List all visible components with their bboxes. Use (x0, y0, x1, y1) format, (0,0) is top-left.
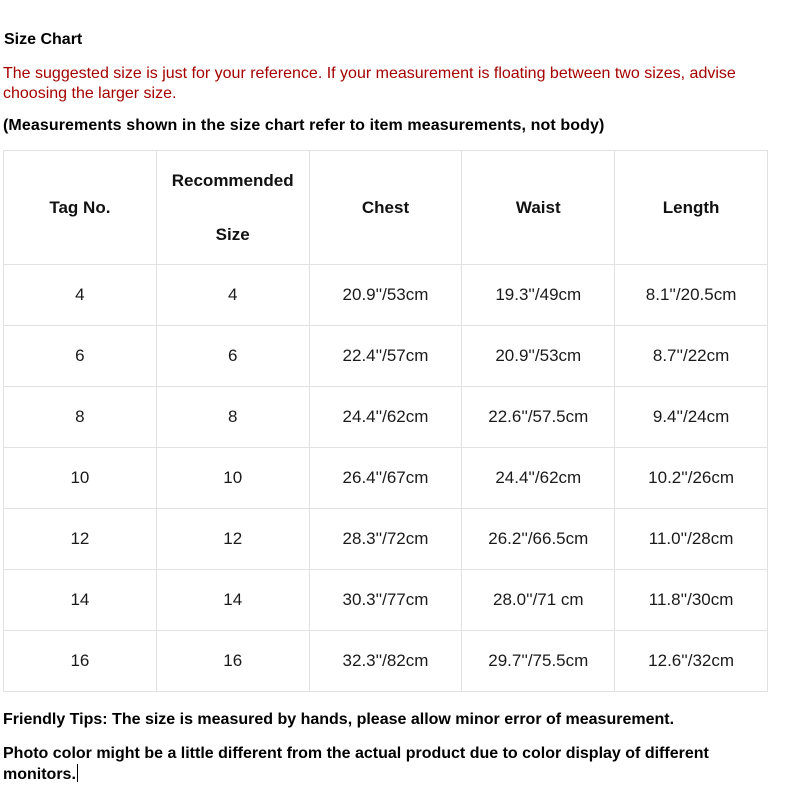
measurement-note: (Measurements shown in the size chart refer to item measurements, not body) (3, 117, 605, 134)
cell-recommended: 16 (156, 631, 309, 692)
cell-waist: 19.3''/49cm (462, 265, 615, 326)
cell-waist: 22.6''/57.5cm (462, 387, 615, 448)
table-row (4, 265, 768, 326)
cell-length: 9.4''/24cm (615, 387, 768, 448)
header-row (4, 151, 768, 265)
cell-length: 8.1''/20.5cm (615, 265, 768, 326)
photo-color-note-text: Photo color might be a little different from the actual product due to color display of different monitors. (3, 745, 709, 783)
friendly-tips: Friendly Tips: The size is measured by hands, please allow minor error of measurement. (3, 711, 675, 728)
size-table (3, 150, 768, 692)
cell-tag: 12 (4, 509, 157, 570)
cell-waist: 29.7''/75.5cm (462, 631, 615, 692)
cell-chest: 26.4''/67cm (309, 448, 462, 509)
cell-recommended: 10 (156, 448, 309, 509)
cell-waist: 24.4''/62cm (462, 448, 615, 509)
cell-tag: 16 (4, 631, 157, 692)
photo-color-note (3, 744, 763, 785)
header-tag-no: Tag No. (4, 151, 157, 265)
cell-waist: 28.0''/71 cm (462, 570, 615, 631)
cell-chest: 24.4''/62cm (309, 387, 462, 448)
table-row (4, 387, 768, 448)
page-title: Size Chart (4, 31, 83, 48)
header-recommended-size (156, 151, 309, 265)
cell-chest: 32.3''/82cm (309, 631, 462, 692)
cell-tag: 14 (4, 570, 157, 631)
cell-recommended: 8 (156, 387, 309, 448)
cell-waist: 20.9''/53cm (462, 326, 615, 387)
cell-chest: 30.3''/77cm (309, 570, 462, 631)
header-chest: Chest (309, 151, 462, 265)
cell-recommended: 4 (156, 265, 309, 326)
cell-chest: 20.9''/53cm (309, 265, 462, 326)
cell-length: 11.8''/30cm (615, 570, 768, 631)
cell-recommended: 14 (156, 570, 309, 631)
cell-chest: 22.4''/57cm (309, 326, 462, 387)
table-row (4, 509, 768, 570)
cell-recommended: 6 (156, 326, 309, 387)
header-recommended-line2: Size (215, 224, 250, 244)
size-notice: The suggested size is just for your reference. If your measurement is floating between two sizes, advise choosing the larger size. (3, 65, 736, 102)
cell-waist: 26.2''/66.5cm (462, 509, 615, 570)
cell-chest: 28.3''/72cm (309, 509, 462, 570)
cell-tag: 10 (4, 448, 157, 509)
header-recommended-line1: Recommended (171, 170, 294, 190)
cell-tag: 4 (4, 265, 157, 326)
cell-tag: 8 (4, 387, 157, 448)
header-length: Length (615, 151, 768, 265)
cell-length: 11.0''/28cm (615, 509, 768, 570)
cell-length: 12.6''/32cm (615, 631, 768, 692)
table-row (4, 326, 768, 387)
cell-length: 10.2''/26cm (615, 448, 768, 509)
table-row (4, 631, 768, 692)
table-row (4, 570, 768, 631)
cell-length: 8.7''/22cm (615, 326, 768, 387)
cell-tag: 6 (4, 326, 157, 387)
header-waist: Waist (462, 151, 615, 265)
text-cursor (77, 764, 78, 782)
cell-recommended: 12 (156, 509, 309, 570)
table-row (4, 448, 768, 509)
